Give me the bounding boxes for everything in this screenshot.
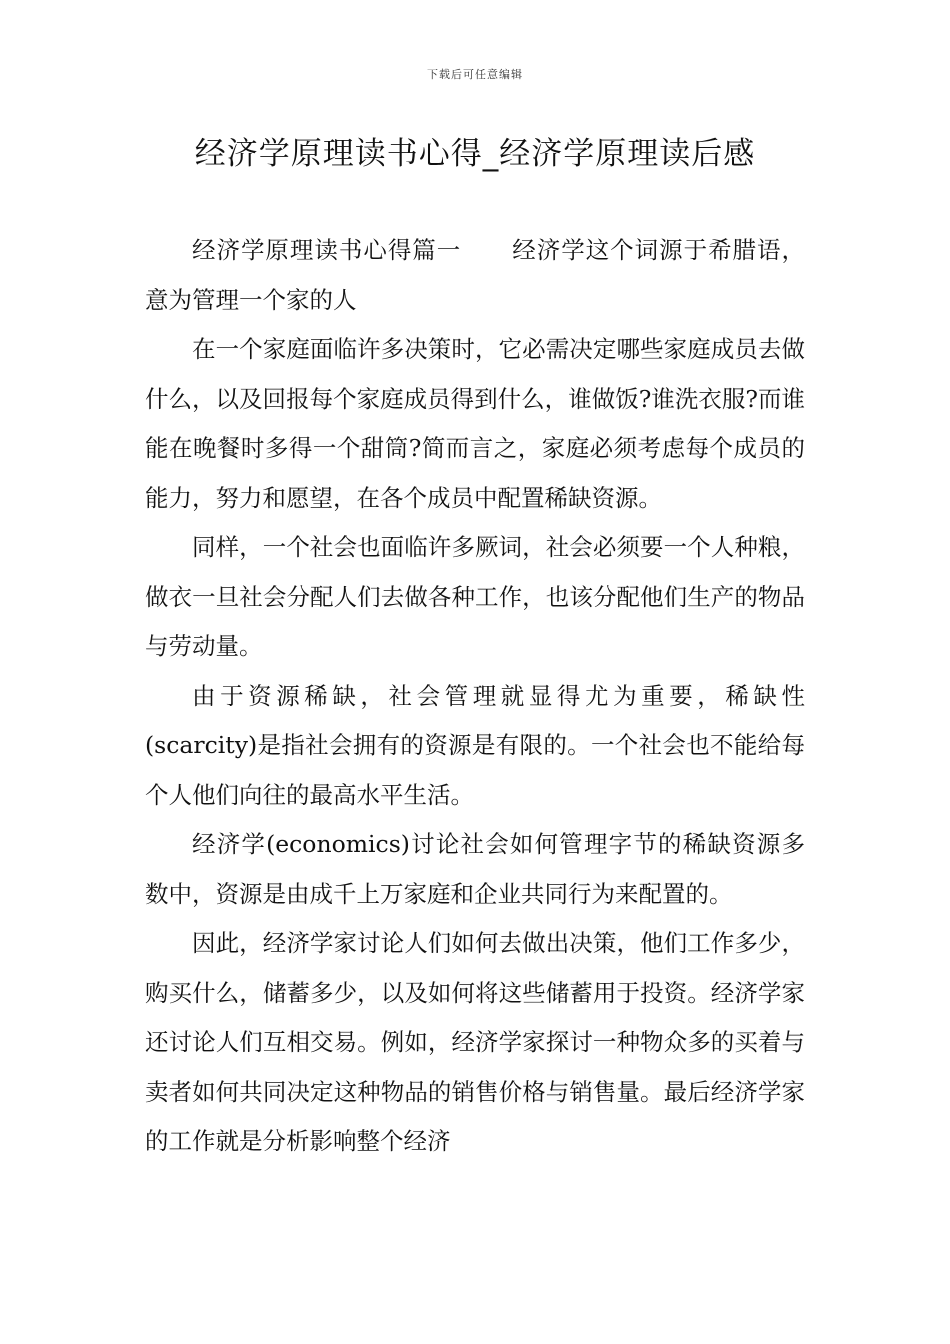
paragraph-6: 因此，经济学家讨论人们如何去做出决策，他们工作多少，购买什么，储蓄多少，以及如何将这些储蓄用于投资。经济学家还讨论人们互相交易。例如，经济学家探讨一种物众多的买着与卖者如何共同决定这种物品的销售价格与销售量。最后经济学家的工作就是分析影响整个经济 bbox=[145, 929, 805, 1155]
paragraph-4: 由于资源稀缺，社会管理就显得尤为重要，稀缺性(scarcity)是指社会拥有的资源是有限的。一个社会也不能给每个人他们向往的最高水平生活。 bbox=[145, 681, 805, 809]
paragraph-1-heading: 经济学原理读书心得篇一 bbox=[192, 236, 462, 264]
document-title: 经济学原理读书心得_经济学原理读后感 bbox=[194, 136, 756, 172]
paragraph-1-text: 经济学这个词源于希腊语，意为管理一个家的人 bbox=[145, 236, 806, 314]
paragraph-1 bbox=[145, 226, 805, 325]
document-body bbox=[145, 226, 805, 1167]
paragraph-5: 经济学(economics)讨论社会如何管理字节的稀缺资源多数中，资源是由成千上万家庭和企业共同行为来配置的。 bbox=[145, 830, 805, 908]
header-note: 下载后可任意编辑 bbox=[427, 68, 523, 81]
paragraph-2: 在一个家庭面临许多决策时，它必需决定哪些家庭成员去做什么，以及回报每个家庭成员得到什么，谁做饭?谁洗衣服?而谁能在晚餐时多得一个甜筒?简而言之，家庭必须考虑每个成员的能力，努力和愿望，在各个成员中配置稀缺资源。 bbox=[145, 335, 805, 512]
paragraph-3: 同样，一个社会也面临许多厥词，社会必须要一个人种粮，做衣一旦社会分配人们去做各种工作，也该分配他们生产的物品与劳动量。 bbox=[145, 533, 805, 660]
